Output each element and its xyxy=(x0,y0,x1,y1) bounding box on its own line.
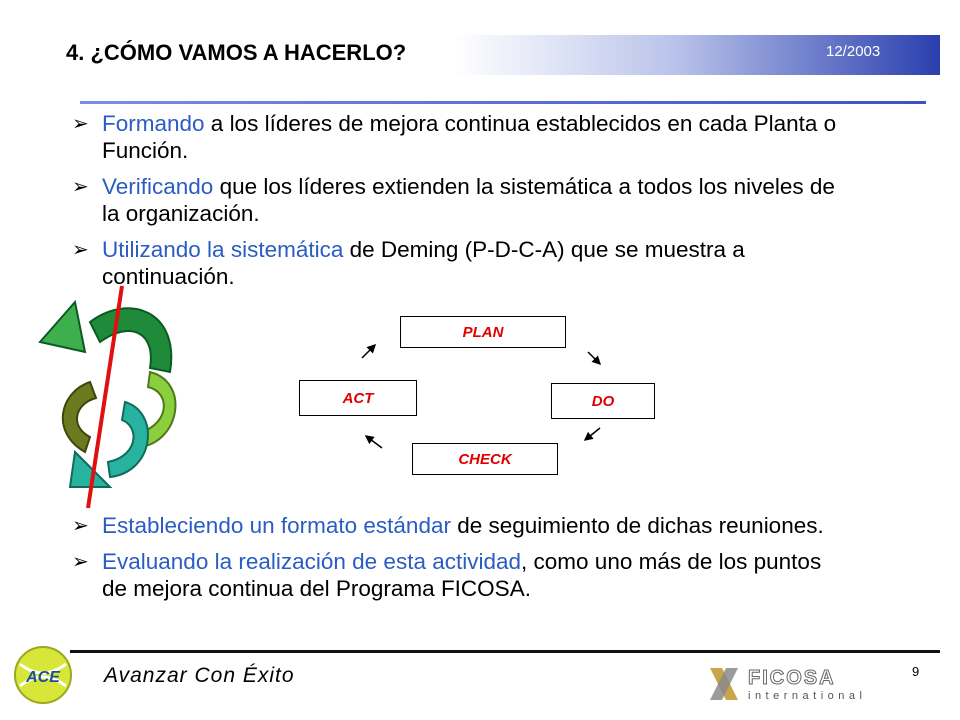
pdca-check-label: CHECK xyxy=(458,450,512,468)
page-title: 4. ¿CÓMO VAMOS A HACERLO? xyxy=(66,40,407,65)
ace-logo-icon xyxy=(10,642,76,708)
list-item xyxy=(72,548,852,602)
arrow-bullet-icon: ➢ xyxy=(72,113,89,135)
ficosa-logo-icon xyxy=(708,664,888,704)
arrow-plan-to-do-icon xyxy=(588,352,600,364)
arrow-act-to-plan-icon xyxy=(362,345,375,358)
list-item xyxy=(72,512,852,539)
arrow-bullet-icon: ➢ xyxy=(72,515,89,537)
arrow-bullet-icon: ➢ xyxy=(72,176,89,198)
pdca-plan-label: PLAN xyxy=(462,323,504,341)
ace-logo-text: ACE xyxy=(26,669,60,686)
bullet-highlight: Utilizando la sistemática xyxy=(102,237,344,262)
ficosa-logo-text: FICOSA xyxy=(748,667,836,689)
bullet-highlight: Evaluando la realización de esta actividad xyxy=(102,549,522,574)
arrow-do-to-check-icon xyxy=(585,428,600,440)
footer-divider xyxy=(70,650,940,653)
bullet-text: de seguimiento de dichas reuniones. xyxy=(450,513,824,538)
pdca-act-label: ACT xyxy=(342,389,374,407)
page-number: 9 xyxy=(912,664,920,679)
bullet-highlight: Verificando xyxy=(102,174,214,199)
arrow-bullet-icon: ➢ xyxy=(72,551,89,573)
bullet-highlight: Formando xyxy=(102,111,205,136)
ficosa-logo-sub: international xyxy=(748,690,867,702)
arrow-check-to-act-icon xyxy=(366,436,382,448)
bullet-text: de Deming (P-D-C-A) que se muestra a continuación. xyxy=(102,237,745,289)
arrow-bullet-icon: ➢ xyxy=(72,239,89,261)
bullet-highlight: Estableciendo un formato estándar xyxy=(102,513,451,538)
header-date: 12/2003 xyxy=(826,43,881,60)
bullet-text: a los líderes de mejora continua establecidos en cada Planta o Función. xyxy=(102,111,837,163)
pdca-do-label: DO xyxy=(591,392,615,410)
bullet-text: , como uno más de los puntos de mejora continua del Programa FICOSA. xyxy=(102,549,822,601)
bullet-text: que los líderes extienden la sistemática a todos los niveles de la organización. xyxy=(102,174,835,226)
footer-slogan: Avanzar Con Éxito xyxy=(104,664,295,687)
bullet-list-bottom xyxy=(72,512,852,611)
